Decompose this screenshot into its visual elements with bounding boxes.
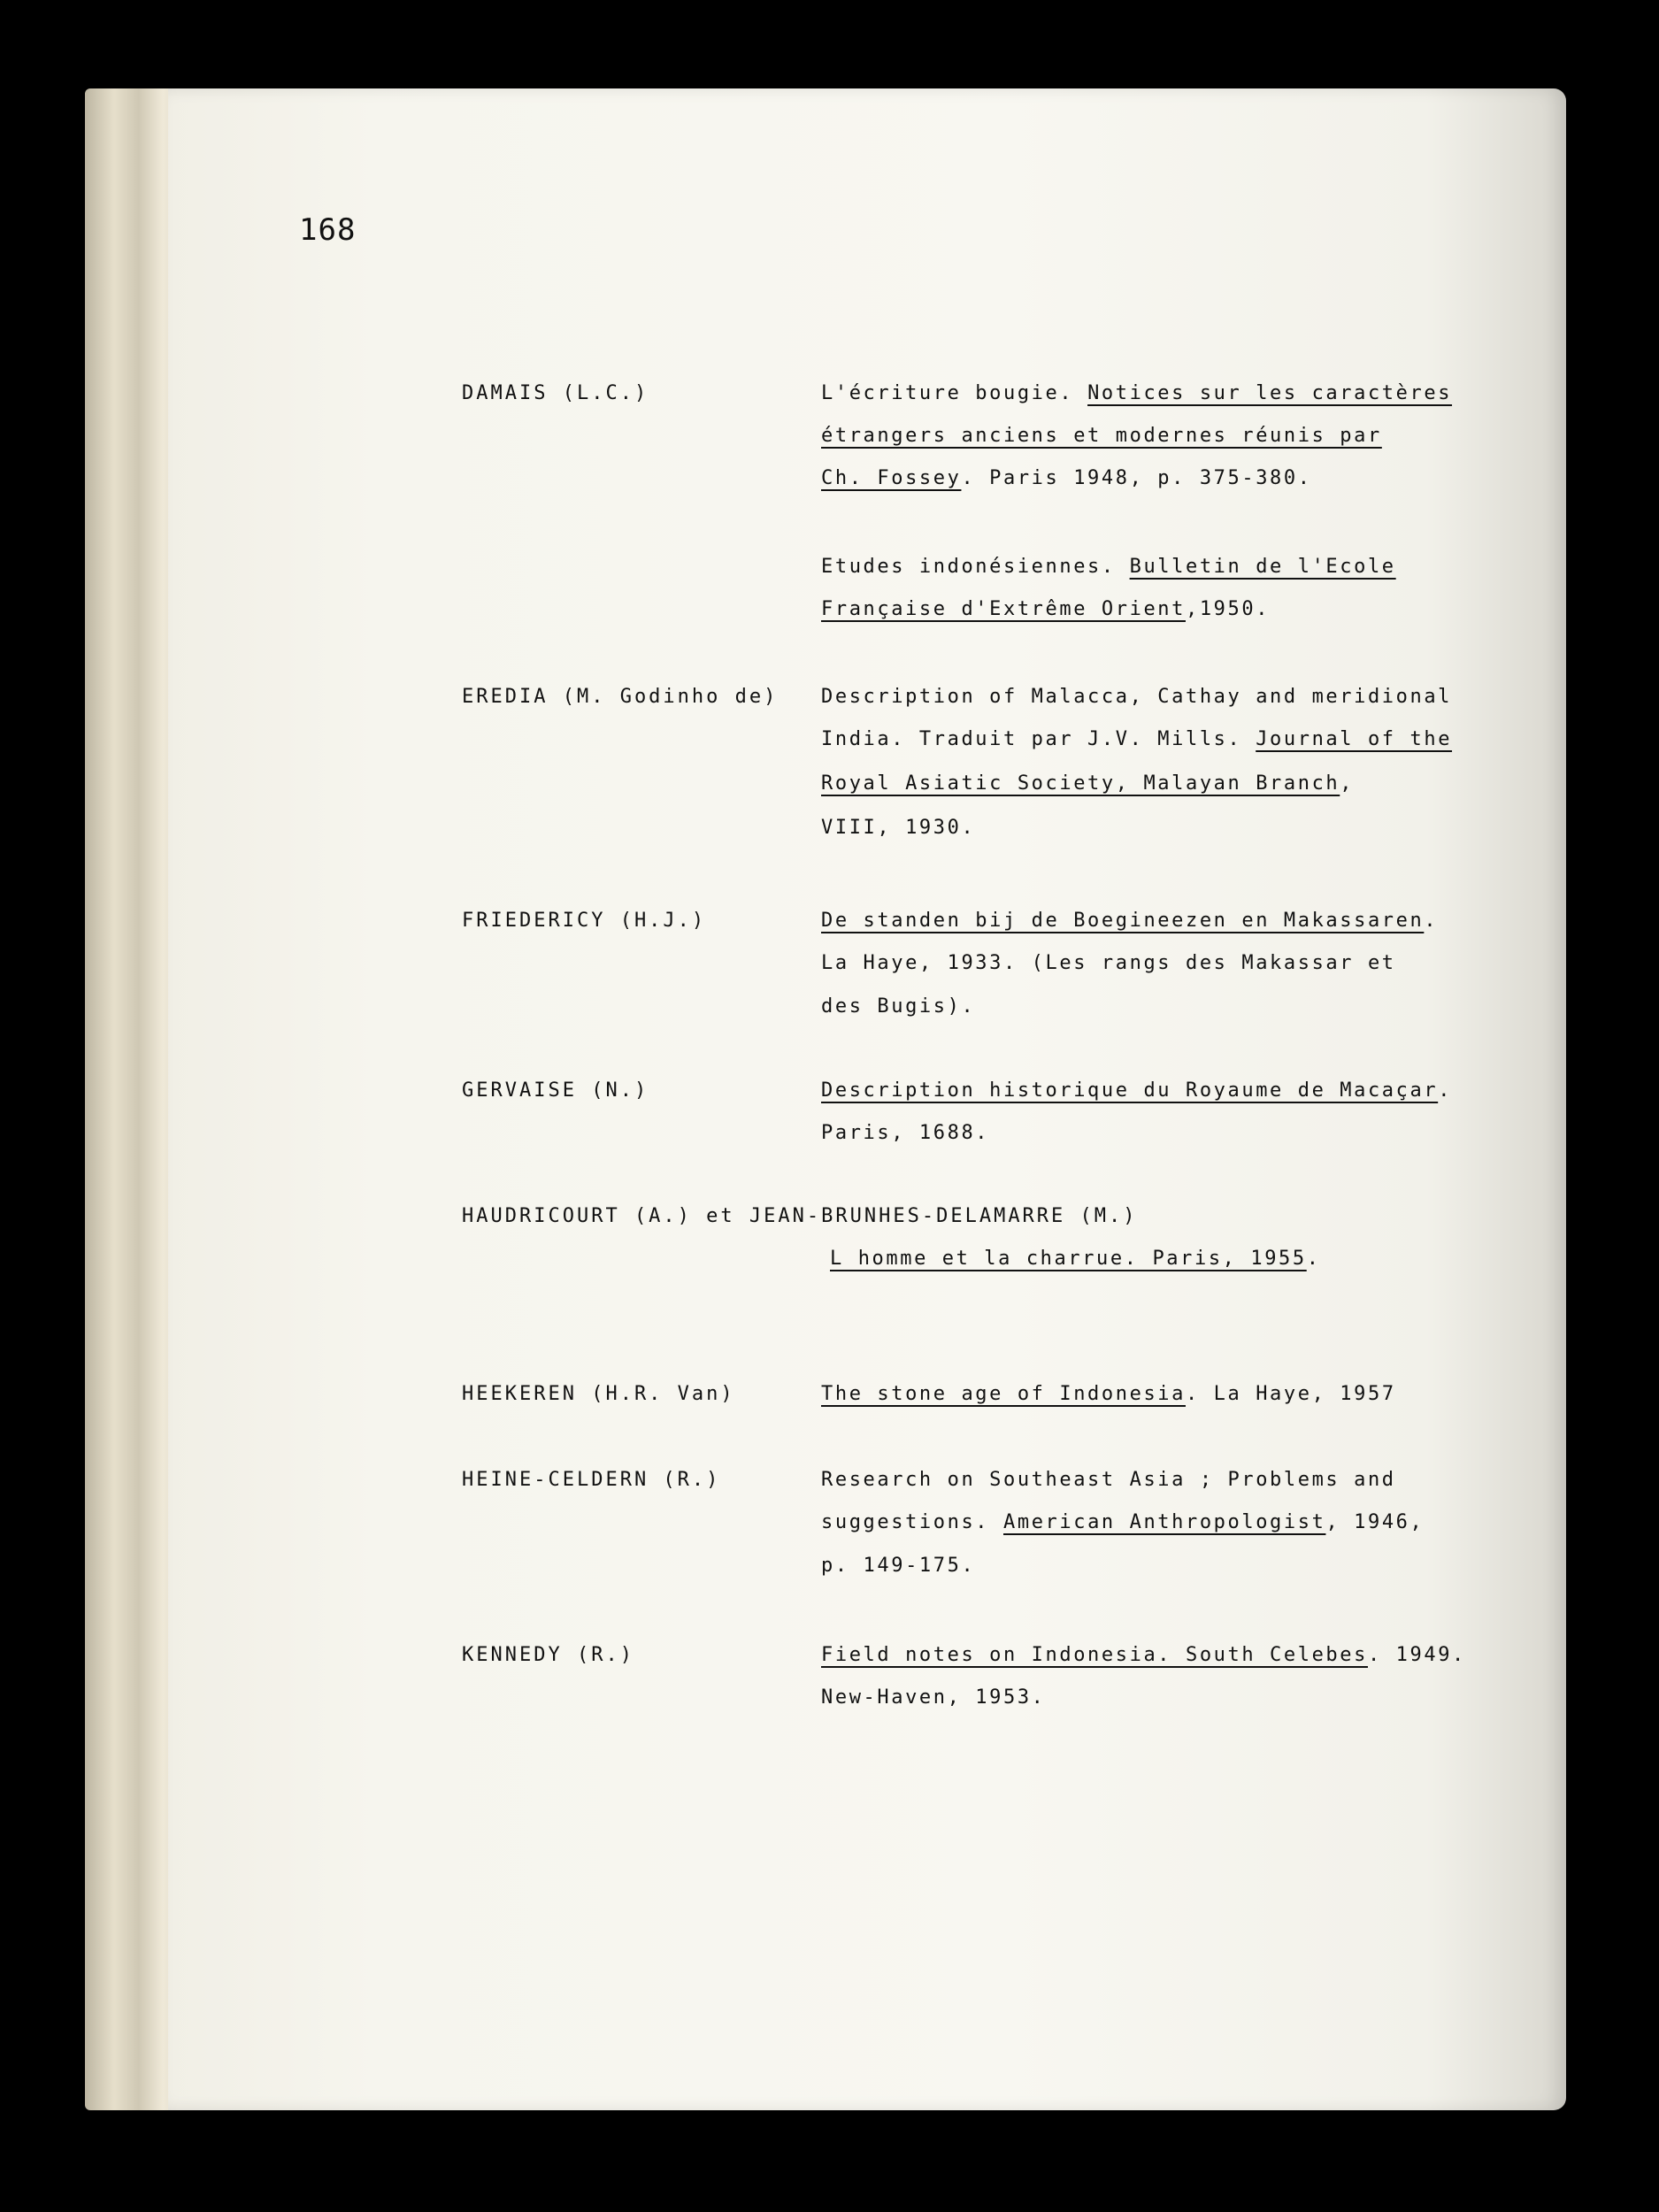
entry-citation-line: [821, 382, 1452, 404]
citation-text: ,: [1340, 772, 1355, 795]
underlined-title: Ch. Fossey: [821, 467, 962, 489]
underlined-title: American Anthropologist: [1003, 1511, 1326, 1533]
entry-author: EREDIA (M. Godinho de): [462, 686, 779, 708]
entry-citation-line: [821, 1555, 975, 1577]
entry-author: GERVAISE (N.): [462, 1079, 649, 1102]
citation-text: . 1949.: [1367, 1644, 1466, 1666]
citation-text: . La Haye, 1957: [1185, 1383, 1396, 1405]
citation-text: Paris, 1688.: [821, 1122, 990, 1144]
entry-citation-line: [821, 467, 1312, 489]
citation-text: New-Haven, 1953.: [821, 1686, 1046, 1709]
entry-citation-line: [821, 556, 1396, 578]
citation-text: ,1950.: [1185, 598, 1271, 620]
entry-author: HAUDRICOURT (A.) et JEAN-BRUNHES-DELAMARRE (M.): [462, 1205, 1138, 1227]
entry-citation-line: [821, 728, 1452, 750]
entry-citation-line: [821, 995, 975, 1018]
entry-citation-line: [821, 1383, 1396, 1405]
citation-text: Description of Malacca, Cathay and meridional: [821, 686, 1453, 708]
entry-author: FRIEDERICY (H.J.): [462, 910, 707, 932]
entry-citation-line: [821, 772, 1354, 795]
citation-text: Etudes indonésiennes.: [821, 556, 1130, 578]
underlined-title: étrangers anciens et modernes réunis par: [821, 425, 1382, 447]
entry-citation-line: [821, 1686, 1046, 1709]
entry-citation-line: [821, 910, 1438, 932]
entry-citation-line: [821, 1469, 1396, 1491]
underlined-title: L homme et la charrue. Paris, 1955: [830, 1248, 1307, 1270]
citation-text: suggestions.: [821, 1511, 1003, 1533]
entry-citation-line: [821, 1122, 989, 1144]
underlined-title: Field notes on Indonesia. South Celebes: [821, 1644, 1368, 1666]
underlined-title: Royal Asiatic Society, Malayan Branch: [821, 772, 1340, 795]
entry-citation-line: [821, 817, 975, 839]
entry-citation-line: [821, 598, 1270, 620]
entry-citation-line: [821, 1079, 1452, 1102]
entry-citation-line: [821, 425, 1382, 447]
underlined-title: Description historique du Royaume de Macaçar: [821, 1079, 1439, 1102]
citation-text: .: [1424, 910, 1439, 932]
page-number: 168: [299, 212, 357, 248]
underlined-title: The stone age of Indonesia: [821, 1383, 1186, 1405]
underlined-title: Française d'Extrême Orient: [821, 598, 1186, 620]
citation-text: India. Traduit par J.V. Mills.: [821, 728, 1256, 750]
citation-text: Research on Southeast Asia ; Problems and: [821, 1469, 1396, 1491]
citation-text: .: [1306, 1248, 1321, 1270]
entry-author: KENNEDY (R.): [462, 1644, 634, 1666]
citation-text: p. 149-175.: [821, 1555, 976, 1577]
entry-citation-line: [821, 1511, 1424, 1533]
entry-author: DAMAIS (L.C.): [462, 382, 649, 404]
citation-text: La Haye, 1933. (Les rangs des Makassar et: [821, 952, 1396, 974]
underlined-title: Journal of the: [1256, 728, 1453, 750]
entry-citation-line: [821, 1644, 1466, 1666]
underlined-title: De standen bij de Boegineezen en Makassaren: [821, 910, 1425, 932]
citation-text: L'écriture bougie.: [821, 382, 1088, 404]
underlined-title: Notices sur les caractères: [1087, 382, 1453, 404]
entry-citation-line: [821, 686, 1452, 708]
entry-citation-line: [821, 952, 1396, 974]
underlined-title: Bulletin de l'Ecole: [1129, 556, 1396, 578]
citation-text: . Paris 1948, p. 375-380.: [961, 467, 1312, 489]
entry-author: HEEKEREN (H.R. Van): [462, 1383, 735, 1405]
citation-text: , 1946,: [1325, 1511, 1425, 1533]
entry-author: HEINE-CELDERN (R.): [462, 1469, 721, 1491]
citation-text: VIII, 1930.: [821, 817, 976, 839]
citation-text: des Bugis).: [821, 995, 976, 1018]
entry-citation-line: [830, 1248, 1321, 1270]
citation-text: .: [1438, 1079, 1453, 1102]
